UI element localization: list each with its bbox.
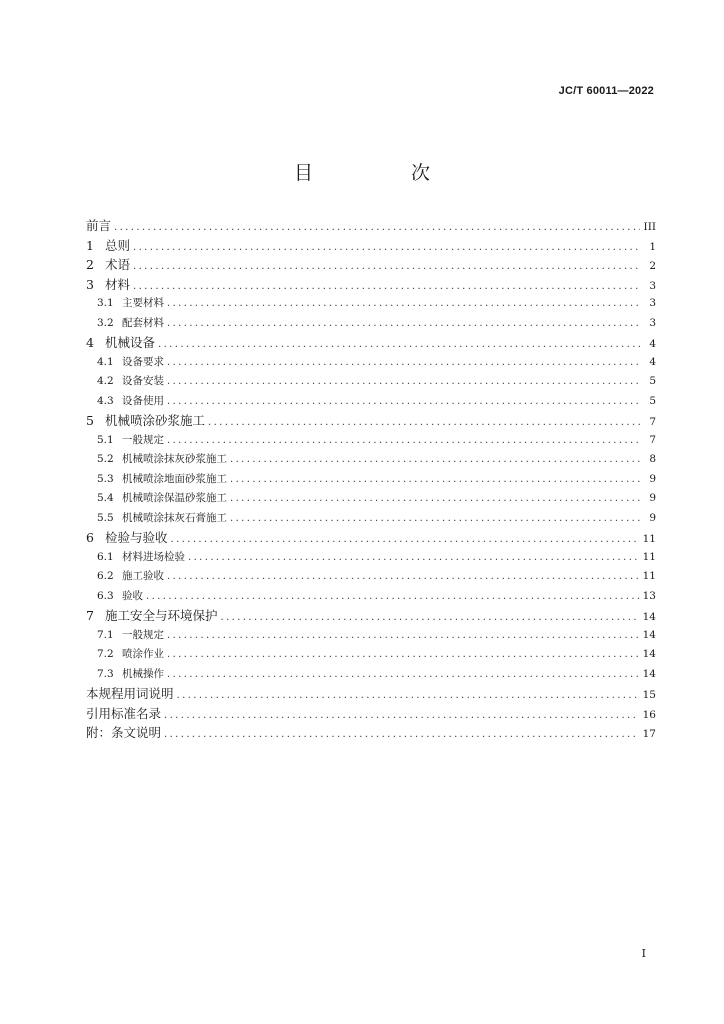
toc-entry-page: 8 [649,453,656,465]
toc-entry-number: 4.3 [97,394,114,407]
toc-entry-label: 机械喷涂保温砂浆施工 [122,492,227,504]
toc-entry-label: 机械喷涂地面砂浆施工 [122,472,227,485]
toc-entry-page: 5 [649,394,656,407]
toc-entry-label: 总则 [105,237,131,253]
toc-entry-page: 14 [642,628,656,641]
toc-entry-page: 5 [649,375,656,387]
toc-entry-label: 机械喷涂抹灰砂浆施工 [122,453,227,465]
toc-entry-label: 本规程用词说明 [86,686,174,701]
toc-entry-page: 11 [642,533,656,545]
toc-entry[interactable] [86,493,656,513]
toc-leader-dots [114,223,640,233]
toc-entry[interactable] [86,435,656,455]
toc-leader-dots [230,455,640,465]
toc-leader-dots [146,592,639,602]
toc-leader-dots [133,262,640,272]
toc-entry[interactable] [86,259,656,279]
toc-entry-number: 2 [86,257,94,272]
toc-leader-dots [167,377,640,387]
toc-entry[interactable] [86,220,656,240]
toc-leader-dots [164,711,639,721]
toc-leader-dots [171,535,639,545]
toc-entry-page: 3 [649,279,656,292]
toc-leader-dots [230,514,640,524]
toc-entry-page: 14 [642,667,656,680]
toc-leader-dots [208,418,640,428]
toc-leader-dots [167,358,640,368]
toc-entry-page: III [643,221,656,233]
toc-entry-label: 检验与验收 [105,530,168,545]
toc-leader-dots [167,572,639,582]
toc-leader-dots [133,243,640,253]
toc-entry-label: 一般规定 [122,433,164,446]
toc-leader-dots [230,475,640,485]
toc-leader-dots [167,299,640,309]
toc-entry-label: 主要材料 [122,297,164,309]
toc-entry-page: 1 [649,240,656,253]
toc-entry-page: 4 [649,355,656,368]
toc-entry[interactable] [86,532,656,552]
toc-entry-number: 6.1 [97,550,114,563]
toc-leader-dots [164,730,639,740]
toc-entry-number: 4 [86,335,94,350]
page-title: 目 次 [293,162,477,184]
toc-entry-page: 11 [642,570,656,582]
toc-entry-page: 7 [649,433,656,446]
toc-entry-number: 7.2 [97,648,114,660]
document-code: JC/T 60011—2022 [558,85,654,97]
toc-entry-page: 11 [642,550,656,563]
toc-leader-dots [221,613,639,623]
toc-entry[interactable] [86,552,656,572]
toc-entry-number: 6.3 [97,589,114,602]
toc-entry[interactable] [86,318,656,338]
toc-entry-number: 3 [86,276,94,292]
toc-entry-number: 3.1 [97,297,114,309]
toc-entry-number: 5.2 [97,453,114,465]
toc-entry[interactable] [86,705,656,728]
toc-entry-label: 机械设备 [105,335,156,350]
toc-entry-label: 术语 [105,257,131,272]
toc-entry-label: 前言 [86,218,112,233]
toc-entry-number: 6 [86,530,94,545]
toc-leader-dots [167,436,640,446]
toc-entry-page: 7 [649,416,656,428]
toc-entry[interactable] [86,688,656,708]
toc-entry-number: 3.2 [97,316,114,329]
toc-leader-dots [177,691,639,701]
toc-entry[interactable] [86,376,656,396]
toc-entry-label: 附：条文说明 [86,725,162,740]
toc-leader-dots [167,670,639,680]
toc-entry-page: 13 [642,589,656,602]
toc-entry-page: 3 [649,297,656,309]
toc-entry-page: 14 [642,648,656,660]
toc-entry[interactable] [86,337,656,357]
toc-entry-number: 5.3 [97,472,114,485]
toc-entry[interactable] [86,727,656,747]
toc-entry-number: 5.5 [97,511,114,524]
toc-entry-page: 17 [642,728,656,740]
toc-leader-dots [230,494,640,504]
toc-entry-label: 材料进场检验 [122,550,185,563]
toc-entry-number: 7 [86,608,94,623]
toc-entry-label: 设备使用 [122,394,164,407]
toc-entry-number: 5 [86,413,94,428]
toc-entry-label: 设备安装 [122,375,164,387]
toc-leader-dots [167,397,640,407]
toc-entry[interactable] [86,513,656,533]
toc-entry[interactable] [86,454,656,474]
toc-entry-label: 施工安全与环境保护 [105,608,218,623]
toc-entry[interactable] [86,298,656,318]
toc-leader-dots [188,553,639,563]
toc-entry-number: 7.3 [97,667,114,680]
toc-entry-label: 喷涂作业 [122,648,164,660]
page-number: I [641,947,646,960]
toc-leader-dots [167,631,639,641]
toc-entry-page: 16 [642,708,656,721]
toc-entry-page: 14 [642,611,656,623]
toc-entry-label: 一般规定 [122,628,164,641]
toc-entry-number: 4.1 [97,355,114,368]
toc-entry-label: 施工验收 [122,570,164,582]
toc-leader-dots [167,650,639,660]
toc-entry-number: 1 [86,237,94,253]
toc-entry[interactable] [86,474,656,494]
toc-entry[interactable] [86,571,656,591]
toc-entry-page: 9 [649,511,656,524]
toc-entry[interactable] [86,357,656,377]
toc-entry-label: 验收 [122,589,143,602]
toc-entry-label: 机械喷涂砂浆施工 [105,413,206,428]
toc-entry[interactable] [86,276,656,299]
toc-entry-number: 7.1 [97,628,114,641]
toc-entry-page: 9 [649,492,656,504]
toc-entry-number: 5.4 [97,492,114,504]
toc-entry-number: 6.2 [97,570,114,582]
toc-leader-dots [133,282,640,292]
toc-entry[interactable] [86,237,656,260]
toc-entry-page: 15 [642,689,656,701]
toc-entry-page: 4 [649,338,656,350]
table-of-contents [86,220,656,747]
toc-entry-number: 5.1 [97,433,114,446]
toc-entry[interactable] [86,630,656,650]
toc-entry-number: 4.2 [97,375,114,387]
toc-entry[interactable] [86,610,656,630]
toc-entry-label: 材料 [105,276,131,292]
toc-entry-label: 配套材料 [122,316,164,329]
toc-leader-dots [167,319,640,329]
toc-entry-label: 机械喷涂抹灰石膏施工 [122,511,227,524]
toc-entry-page: 2 [649,260,656,272]
toc-entry-label: 机械操作 [122,667,164,680]
toc-entry-page: 9 [649,472,656,485]
toc-entry[interactable] [86,649,656,669]
toc-entry[interactable] [86,415,656,435]
toc-entry-label: 引用标准名录 [86,705,162,721]
toc-entry-page: 3 [649,316,656,329]
toc-entry-label: 设备要求 [122,355,164,368]
toc-leader-dots [158,340,640,350]
